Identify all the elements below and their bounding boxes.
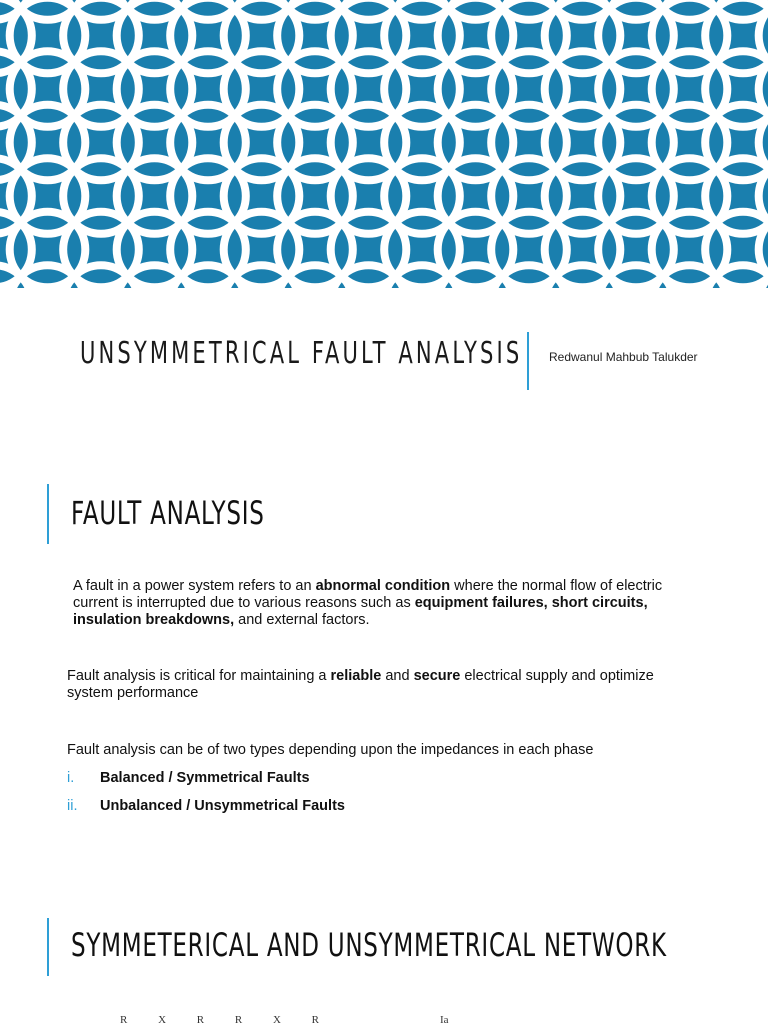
- fault-types-intro: Fault analysis can be of two types depending upon the impedances in each phase: [67, 742, 594, 758]
- section-title: FAULT ANALYSIS: [71, 494, 265, 532]
- list-item: [67, 770, 310, 786]
- list-number: ii.: [67, 798, 78, 814]
- slide-divider: [0, 288, 768, 290]
- fault-analysis-header: [0, 484, 768, 544]
- circuit-labels-cutoff: R X R R X R: [120, 1014, 333, 1026]
- fault-definition-paragraph: A fault in a power system refers to an abnormal condition where the normal flow of electric current is interrupted due to various reasons such as equipment failures, short circuits, insulation breakdowns, and external factors.: [73, 578, 663, 628]
- presentation-title: UNSYMMETRICAL FAULT ANALYSIS: [80, 336, 523, 371]
- list-item: [67, 798, 345, 814]
- interlocking-circles-pattern: [0, 0, 768, 288]
- pattern-banner: [0, 0, 768, 288]
- current-label-cutoff: Ia: [440, 1014, 449, 1026]
- network-section-header: [0, 918, 768, 976]
- list-text: Balanced / Symmetrical Faults: [100, 770, 310, 786]
- section-accent-bar: [47, 484, 49, 544]
- fault-importance-paragraph: Fault analysis is critical for maintaining a reliable and secure electrical supply and optimize system performance: [67, 668, 654, 701]
- title-divider-line: [527, 332, 529, 390]
- author-name: Redwanul Mahbub Talukder: [549, 350, 698, 364]
- section-title: SYMMETERICAL AND UNSYMMETRICAL NETWORK: [71, 926, 667, 964]
- list-text: Unbalanced / Unsymmetrical Faults: [100, 798, 345, 814]
- section-accent-bar: [47, 918, 49, 976]
- title-slide-content: [0, 320, 768, 400]
- list-number: i.: [67, 770, 75, 786]
